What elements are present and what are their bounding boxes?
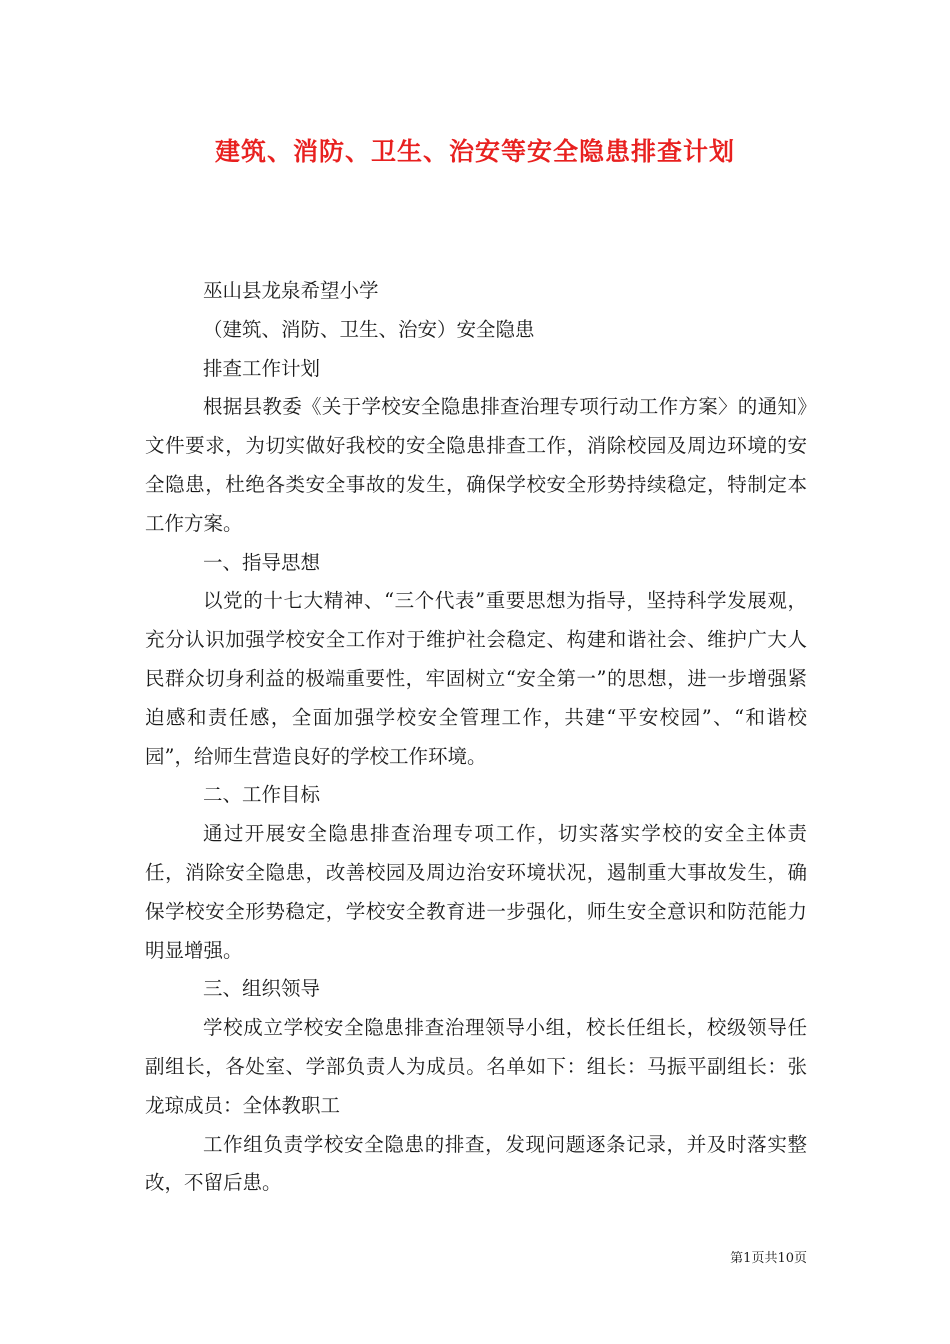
section-heading-work-goals: 二、工作目标 bbox=[203, 783, 321, 807]
plan-heading: 排查工作计划 bbox=[203, 356, 321, 380]
intro-paragraph: 根据县教委《关于学校安全隐患排查治理专项行动工作方案〉的通知》文件要求，为切实做好我校的安全隐患排查工作，消除校园及周边环境的安全隐患，杜绝各类安全事故的发生，确保学校安全形势持续稳定，特制定本工作方案。 bbox=[145, 395, 807, 535]
page-number-footer: 第1页共10页 bbox=[730, 1251, 807, 1266]
section-heading-guiding-ideology: 一、指导思想 bbox=[203, 550, 321, 574]
work-group-paragraph: 工作组负责学校安全隐患的排查，发现问题逐条记录，并及时落实整改，不留后患。 bbox=[145, 1132, 807, 1195]
organization-paragraph: 学校成立学校安全隐患排查治理领导小组，校长任组长，校级领导任副组长，各处室、学部负责人为成员。名单如下：组长：马振平副组长：张龙琼成员：全体教职工 bbox=[145, 1016, 807, 1117]
plan-subtitle: （建筑、消防、卫生、治安）安全隐患 bbox=[203, 317, 535, 341]
document-title: 建筑、消防、卫生、治安等安全隐患排查计划 bbox=[214, 137, 735, 166]
guiding-ideology-paragraph: 以党的十七大精神、“三个代表”重要思想为指导，坚持科学发展观，充分认识加强学校安全工作对于维护社会稳定、构建和谐社会、维护广大人民群众切身利益的极端重要性，牢固树立“安全第一”的思想，进一步增强紧迫感和责任感，全面加强学校安全管理工作，共建“平安校园”、“和谐校园”，给师生营造良好的学校工作环境。 bbox=[145, 589, 807, 768]
section-heading-organization: 三、组织领导 bbox=[203, 977, 321, 1001]
work-goals-paragraph: 通过开展安全隐患排查治理专项工作，切实落实学校的安全主体责任，消除安全隐患，改善校园及周边治安环境状况，遏制重大事故发生，确保学校安全形势稳定，学校安全教育进一步强化，师生安全意识和防范能力明显增强。 bbox=[145, 822, 807, 962]
school-name: 巫山县龙泉希望小学 bbox=[203, 279, 379, 302]
document-body bbox=[145, 272, 807, 1203]
